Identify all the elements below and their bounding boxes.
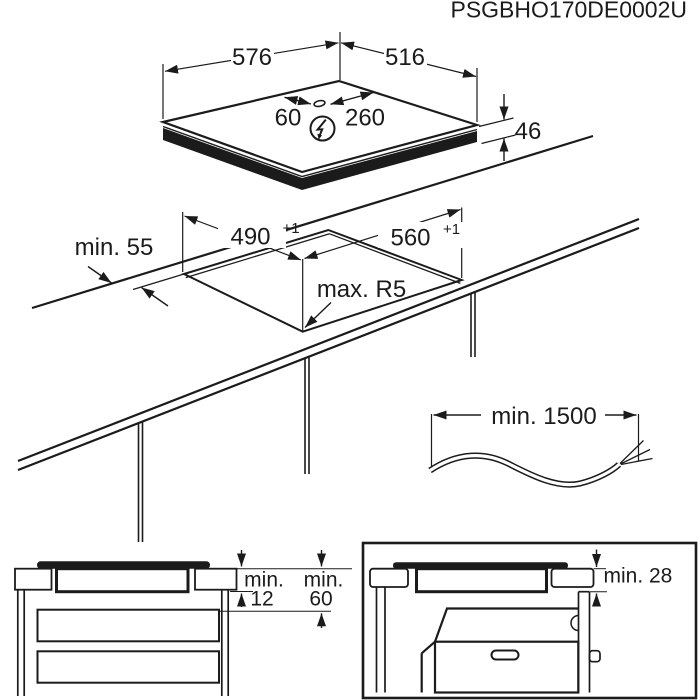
hob-isometric-view xyxy=(163,32,516,190)
oven-clearance-label: min. 28 xyxy=(603,564,673,588)
rear-clearance-label: min. 55 xyxy=(74,234,154,261)
cabinet-panels xyxy=(377,587,590,693)
corner-radius-label: max. R5 xyxy=(316,276,407,303)
drawer-clearance-view xyxy=(15,550,352,696)
cutout-width-tolerance: +1 xyxy=(443,221,461,238)
drawer-clearance-prefix: min. xyxy=(303,568,344,592)
hob-body-profile xyxy=(57,569,189,592)
drawing-code: PSGBHO170DE0002U xyxy=(450,0,687,23)
drawer-clearance-hob-value: 12 xyxy=(250,587,274,611)
cutout-width-label: 560 xyxy=(390,224,431,252)
hob-height-label: 46 xyxy=(514,118,542,145)
cutout-depth-label: 490 xyxy=(230,223,271,251)
drawer-clearance-value: 60 xyxy=(309,587,333,611)
lightning-bolt-icon xyxy=(311,117,335,141)
hob-depth-label: 516 xyxy=(384,44,426,71)
drawer-front-1 xyxy=(38,610,220,642)
cable-length-label: min. 1500 xyxy=(491,403,597,430)
oven xyxy=(422,609,600,693)
oven-handle xyxy=(492,651,519,660)
power-cable-icon xyxy=(430,441,653,485)
worktop-legs xyxy=(139,292,476,542)
drawer-front-2 xyxy=(38,651,220,682)
cutout-depth-tolerance: +1 xyxy=(282,220,300,237)
drawer-clearance-hob-prefix: min. xyxy=(244,568,284,592)
gland-offset-left-label: 60 xyxy=(274,104,302,132)
cabinet-panels xyxy=(18,590,228,696)
gland-offset-right-label: 260 xyxy=(344,104,386,132)
hob-body-profile xyxy=(417,569,547,592)
hob-width-label: 576 xyxy=(231,44,273,71)
oven-knob xyxy=(590,651,601,662)
